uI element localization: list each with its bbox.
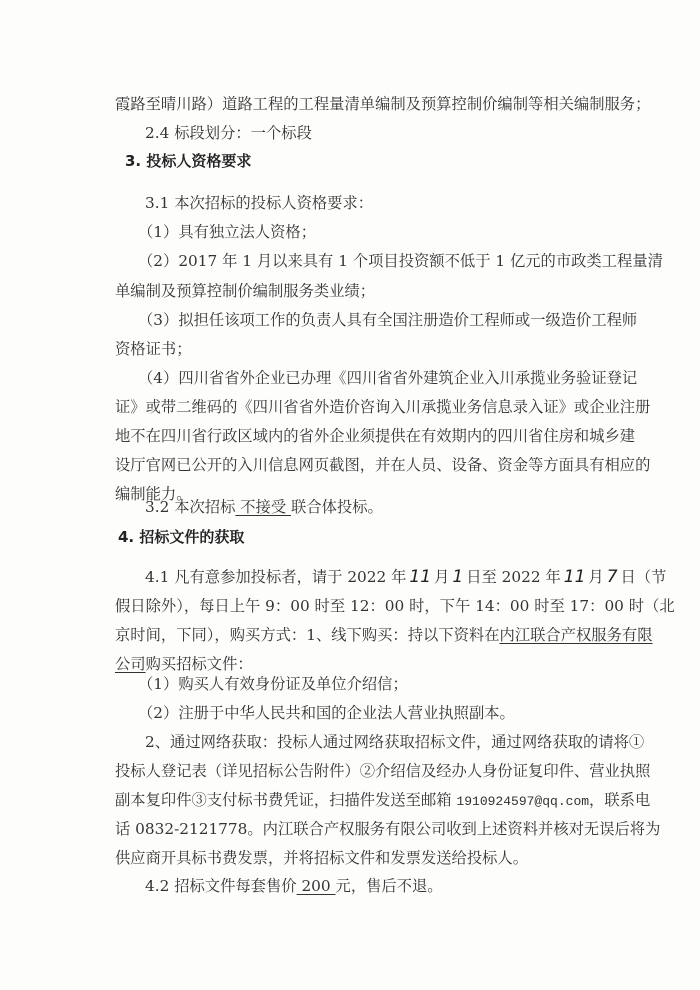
text: 4.2 招标文件每套售价 — [145, 877, 297, 895]
text-line: 地不在四川省行政区域内的省外企业须提供在有效期内的四川省住房和城乡建 — [115, 427, 636, 445]
text-line — [115, 790, 651, 812]
text: 副本复印件③支付标书费凭证，扫描件发送至邮箱 — [115, 791, 452, 809]
handwritten-day: 7 — [606, 567, 618, 587]
text: 日（节 — [620, 568, 667, 586]
heading-3: 3. 投标人资格要求 — [125, 152, 252, 170]
price-value: 200 — [296, 877, 336, 895]
text: 3.2 本次招标 — [145, 498, 236, 516]
email-address: 1910924597@qq.com — [456, 794, 590, 809]
text-line: 供应商开具标书费发票，并将招标文件和发票发送给投标人。 — [115, 849, 529, 867]
section-3-1: 3.1 本次招标的投标人资格要求： — [145, 194, 374, 212]
text-line: 话 0832-2121778。内江联合产权服务有限公司收到上述资料并核对无误后将为 — [115, 820, 661, 838]
requirement-2: （2）2017 年 1 月以来具有 1 个项目投资额不低于 1 亿元的市政类工程量清 — [138, 252, 663, 270]
section-2-4: 2.4 标段划分：一个标段 — [145, 124, 312, 142]
requirement-1: （1）具有独立法人资格； — [138, 223, 316, 241]
text-line: 证》或带二维码的《四川省省外造价咨询入川承揽业务信息录入证》或企业注册 — [115, 398, 651, 416]
material-2: （2）注册于中华人民共和国的企业法人营业执照副本。 — [138, 704, 515, 722]
text: 京时间，下同），购买方式：1、线下购买：持以下资料在 — [115, 626, 500, 644]
text-line — [115, 625, 653, 645]
section-3-2 — [145, 497, 383, 517]
handwritten-month: 11 — [563, 567, 586, 587]
text-line: 单编制及预算控制价编制服务类业绩； — [115, 282, 376, 300]
section-4-1 — [145, 567, 667, 587]
text: 元，售后不退。 — [335, 877, 443, 895]
text: 联合体投标。 — [291, 498, 383, 516]
text-line: 资格证书； — [115, 340, 192, 358]
text-line — [115, 654, 253, 674]
section-4-2 — [145, 876, 443, 896]
text: 月 — [588, 568, 604, 586]
text: 月 — [434, 568, 450, 586]
underlined-value: 不接受 — [235, 498, 292, 516]
requirement-3: （3）拟担任该项工作的负责人具有全国注册造价工程师或一级造价工程师 — [138, 311, 638, 329]
material-1: （1）购买人有效身份证及单位介绍信； — [138, 675, 408, 693]
text: 购买招标文件： — [145, 655, 253, 673]
company-name: 内江联合产权服务有限 — [499, 626, 653, 644]
online-method: 2、通过网络获取：投标人通过网络获取招标文件，通过网络获取的请将① — [145, 733, 645, 751]
handwritten-month: 11 — [409, 567, 432, 587]
text-line: 霞路至晴川路）道路工程的工程量清单编制及预算控制价编制等相关编制服务； — [115, 95, 651, 113]
text-line: 编制能力。 — [115, 485, 192, 503]
company-name: 公司 — [115, 655, 146, 673]
text: ，联系电 — [589, 791, 651, 809]
requirement-4: （4）四川省省外企业已办理《四川省省外建筑企业入川承揽业务验证登记 — [138, 369, 638, 387]
text-line: 投标人登记表（详见招标公告附件）②介绍信及经办人身份证复印件、营业执照 — [115, 762, 651, 780]
heading-4: 4. 招标文件的获取 — [118, 528, 245, 546]
text: 4.1 凡有意参加投标者，请于 2022 年 — [145, 568, 407, 586]
text: 日至 2022 年 — [466, 568, 561, 586]
handwritten-day: 1 — [452, 567, 464, 587]
text-line: 假日除外），每日上午 9：00 时至 12：00 时，下午 14：00 时至 17：00 时（北 — [115, 597, 675, 615]
text-line: 设厅官网已公开的入川信息网页截图，并在人员、设备、资金等方面具有相应的 — [115, 456, 651, 474]
